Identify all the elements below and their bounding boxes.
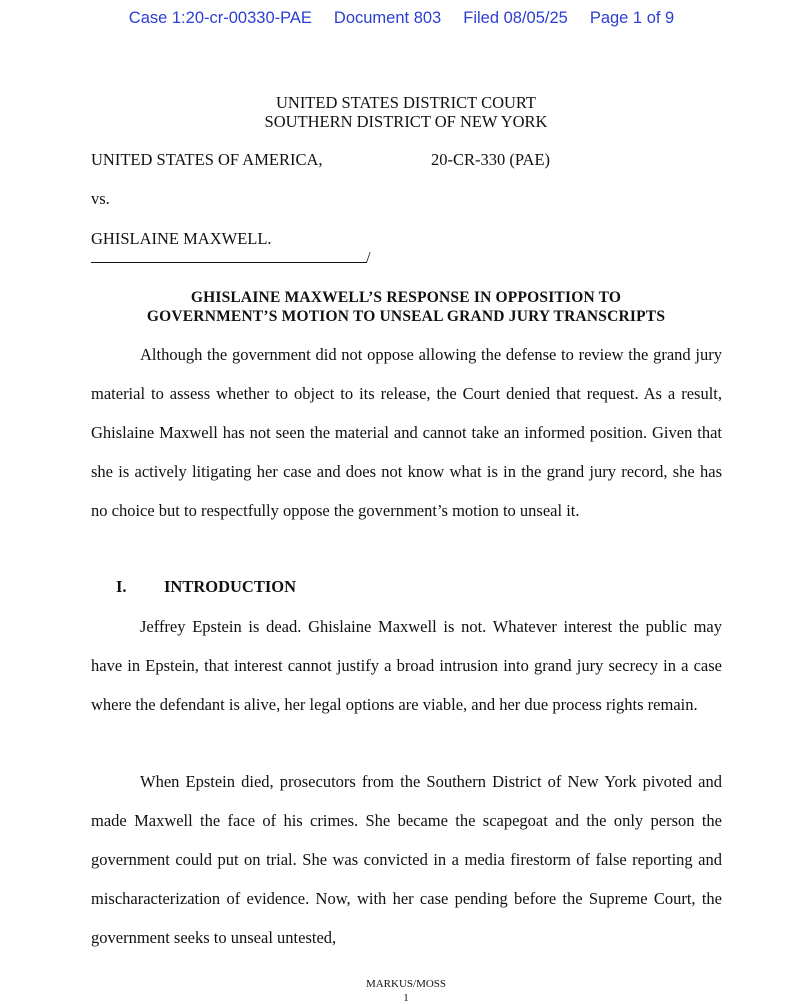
section-heading (116, 577, 296, 597)
versus: vs. (91, 189, 110, 208)
case-number-header: Case 1:20-cr-00330-PAE (128, 9, 312, 27)
page-footer (0, 977, 803, 1005)
footer-page-number: 1 (403, 992, 409, 1004)
section-number: I. (116, 577, 127, 596)
case-number: 20-CR-330 (PAE) (431, 150, 551, 169)
body-paragraph: When Epstein died, prosecutors from the Southern District of New York pivoted and made Maxwell the face of his crimes. She became the scapegoat and the only person the government could put on trial. She was convicted in a media firestorm of false reporting and mischaracterization of evidence. Now, with her case pending before the Supreme Court, the government seeks to unseal untested, (91, 772, 722, 947)
court-line-2: SOUTHERN DISTRICT OF NEW YORK (264, 112, 548, 131)
document-title (0, 288, 803, 326)
defendant-name: GHISLAINE MAXWELL. (91, 229, 272, 248)
title-line-1: GHISLAINE MAXWELL’S RESPONSE IN OPPOSITION TO (190, 289, 622, 306)
court-name (0, 93, 803, 131)
page-count-header: Page 1 of 9 (589, 9, 675, 27)
caption-slash: / (366, 248, 371, 267)
section-title: INTRODUCTION (164, 577, 297, 596)
caption-rule (91, 262, 367, 263)
title-line-2: GOVERNMENT’S MOTION TO UNSEAL GRAND JURY TRANSCRIPTS (146, 308, 666, 325)
intro-paragraph: Although the government did not oppose allowing the defense to review the grand jury material to assess whether to object to its release, the Court denied that request. As a result, Ghislaine Maxwell has not seen the material and cannot take an informed position. Given that she is actively litigating her case and does not know what is in the grand jury record, she has no choice but to respectfully oppose the government’s motion to unseal it. (91, 345, 722, 520)
footer-firm: MARKUS/MOSS (365, 978, 447, 990)
court-line-1: UNITED STATES DISTRICT COURT (275, 93, 536, 112)
document-number-header: Document 803 (333, 9, 442, 27)
plaintiff-name: UNITED STATES OF AMERICA, (91, 150, 323, 169)
filing-header (0, 9, 803, 28)
body-paragraph: Jeffrey Epstein is dead. Ghislaine Maxwell is not. Whatever interest the public may have in Epstein, that interest cannot justify a broad intrusion into grand jury secrecy in a case where the defendant is alive, her legal options are viable, and her due process rights remain. (91, 617, 722, 714)
filed-date-header: Filed 08/05/25 (463, 9, 568, 27)
